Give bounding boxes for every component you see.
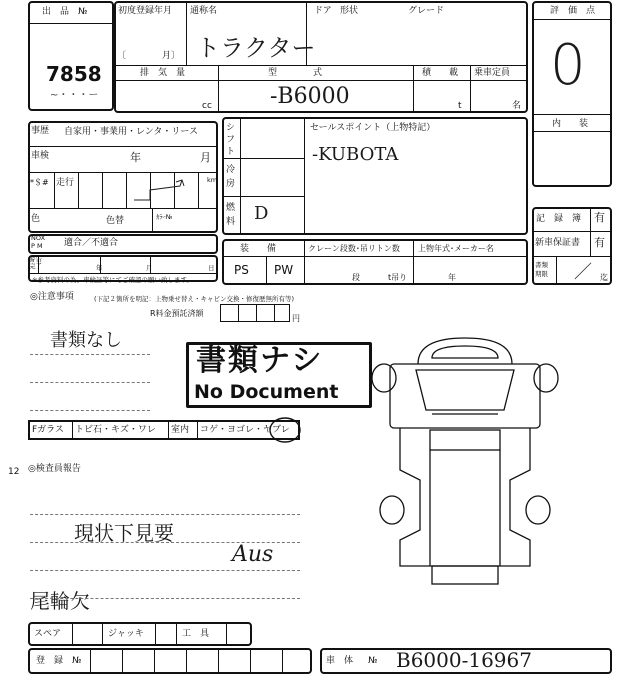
color-label: 色 — [31, 214, 41, 224]
defect-chip: トビ石・キズ・ワレ — [75, 425, 156, 435]
recycle-unit: 円 — [292, 314, 300, 323]
first-reg-label: 初度登録年月 — [118, 6, 173, 16]
equipment-ps: PS — [234, 263, 249, 277]
person-unit: 名 — [512, 101, 522, 111]
model-name-value: トラクター — [196, 34, 316, 62]
recycle-label: R料金預託済額 — [150, 309, 204, 318]
nox-box — [28, 234, 218, 254]
fuel-label: 燃 料 — [226, 203, 236, 227]
crane-ton: t吊り — [388, 273, 408, 282]
upper-year: 年 — [448, 273, 456, 282]
km-label: km — [207, 176, 218, 184]
mileage-label: 走行 — [56, 178, 75, 188]
warning-day: 日 — [208, 264, 215, 272]
inspector-title: ◎検査員報告 — [28, 464, 81, 474]
type-value: -B6000 — [270, 84, 350, 109]
inspection-month: 月 — [200, 151, 211, 164]
recycle-field — [220, 304, 290, 322]
doc-expiry-label: 書類 期限 — [535, 261, 548, 278]
color-change-label: 色替 — [106, 216, 125, 226]
nox-options: 適合／不適合 — [64, 238, 119, 248]
inspector-signature: Aus — [232, 542, 274, 567]
reg-label: 登 録 № — [36, 656, 82, 666]
crane-label: クレーン段数･吊リトン数 — [308, 244, 400, 253]
record-book-value: 有 — [594, 211, 605, 224]
equipment-label: 装 備 — [240, 244, 277, 254]
defect-interior: 室内 — [171, 425, 190, 435]
inspection-label: 車検 — [31, 151, 50, 161]
inspector-prefix: 12 — [8, 467, 20, 477]
shape-label: 形状 — [340, 6, 359, 16]
notes-handwritten: 書類なし — [50, 330, 122, 351]
fuel-value: D — [254, 203, 269, 224]
capacity-label: 乗車定員 — [474, 68, 511, 78]
defect-circle — [268, 416, 302, 444]
stamp-en: No Document — [194, 381, 339, 403]
notes-subtitle: (下記２箇所を明記：上物乗せ替え・キャビン交換・修復歴無所有等) — [94, 295, 295, 303]
history-options: 自家用・事業用・レンタ・リース — [64, 127, 198, 137]
chassis-value: B6000-16967 — [396, 648, 532, 672]
history-label: 事歴 — [31, 126, 50, 136]
notes-title: ◎注意事項 — [30, 292, 74, 302]
warning-month: 月 — [146, 264, 153, 272]
sales-point-label: セールスポイント（上物特記） — [310, 123, 436, 133]
cooler-label: 冷 房 — [226, 165, 236, 189]
load-label: 積 載 — [422, 68, 459, 78]
shift-label: シ フ ト — [226, 123, 236, 157]
equipment-pw: PW — [274, 263, 294, 277]
crane-stage: 段 — [352, 273, 360, 282]
inspector-line1: 現状下見要 — [74, 521, 174, 545]
jack-label: ジャッキ — [108, 629, 144, 639]
cc-unit: cc — [202, 101, 212, 111]
inspector-line2: 尾輪欠 — [30, 589, 90, 613]
displacement-label: 排 気 量 — [140, 68, 186, 78]
year-bracket: 〔 — [117, 51, 127, 61]
doc-expiry-value: ／ — [574, 262, 592, 283]
evaluation-title: 評 価 点 — [550, 6, 596, 16]
upper-label: 上物年式･メーカー名 — [418, 244, 494, 253]
chassis-no-label: № — [368, 656, 378, 666]
month-bracket: 月〕 — [162, 51, 181, 61]
tool-label: 工 具 — [182, 629, 210, 639]
defect-fglass: Fガラス — [32, 425, 64, 435]
warranty-value: 有 — [594, 236, 605, 249]
lot-scribble: ~・・・ー — [50, 90, 99, 101]
nox-label: NOX P M — [31, 234, 46, 250]
interior-label: 内 装 — [552, 119, 589, 129]
inspection-year: 年 — [130, 151, 141, 164]
lot-number: 7858 — [46, 62, 102, 86]
t-unit: t — [458, 101, 462, 111]
model-name-label: 通称名 — [190, 6, 218, 16]
warranty-label: 新車保証書 — [535, 238, 581, 248]
lot-label: 出 品 № — [42, 7, 88, 17]
history-footnote: ※参考資料の為、車検証等にてご確認の願い致します。 — [32, 276, 193, 284]
mileage-scribble — [130, 176, 210, 206]
warning-year: 年 — [96, 264, 103, 272]
grade-label: グレード — [408, 6, 445, 16]
truck-diagram — [370, 330, 560, 590]
spare-label: スペア — [34, 629, 62, 639]
sales-point-value: -KUBOTA — [312, 144, 399, 165]
chassis-label: 車 体 — [326, 656, 354, 666]
doc-expiry-unit: 迄 — [600, 273, 608, 282]
defect-burn: コゲ・ヨゴレ・ヤブレ — [200, 425, 290, 435]
record-book-label: 記 録 簿 — [536, 214, 582, 224]
warning-col1: 警告 完了 — [29, 255, 42, 270]
type-label: 型 式 — [268, 68, 323, 78]
color-no-label: ｶﾗｰ№ — [156, 213, 173, 221]
evaluation-score: 0 — [550, 33, 586, 98]
price-mark: *＄# — [30, 178, 49, 187]
stamp-jp: 書類ナシ — [196, 343, 324, 378]
door-label: ドア — [314, 6, 332, 16]
